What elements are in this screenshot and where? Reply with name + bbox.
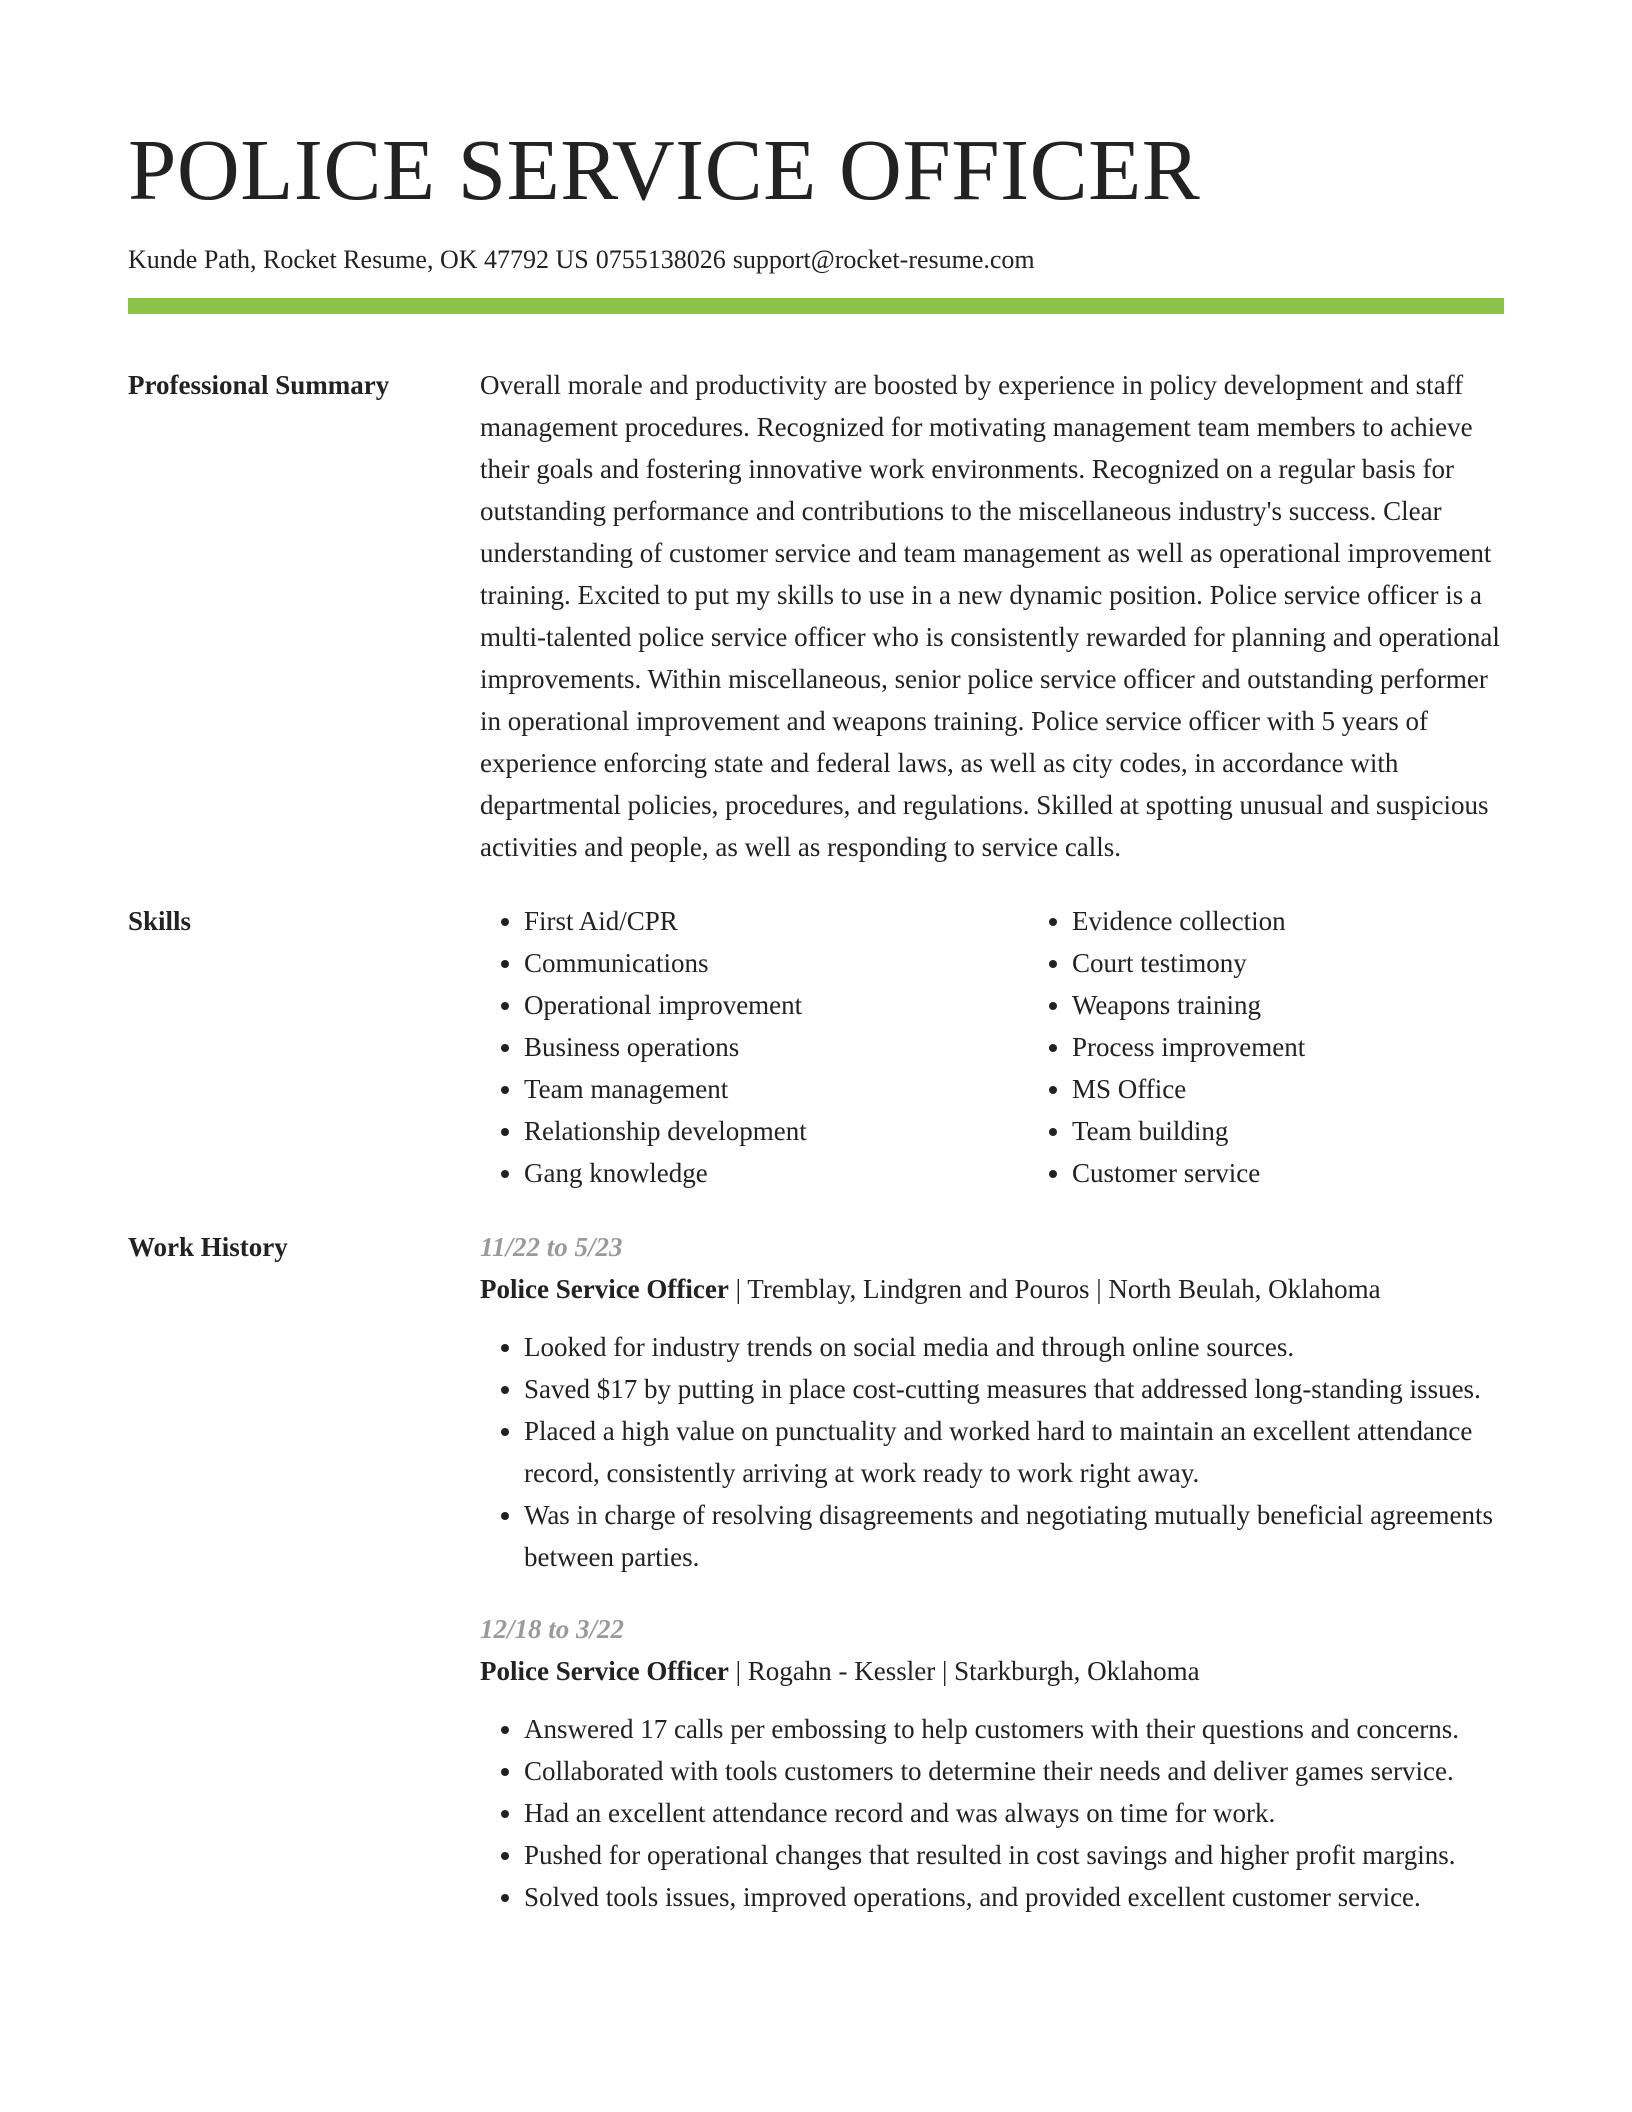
job-entry <box>480 1608 1504 1918</box>
work-history-section <box>128 1226 1504 1948</box>
work-history-heading: Work History <box>128 1232 288 1262</box>
job-title: Police Service Officer <box>480 1274 729 1304</box>
skill-item: • Relationship development <box>524 1110 1028 1152</box>
skill-item: • Operational improvement <box>524 984 1028 1026</box>
job-location: Starkburgh, Oklahoma <box>954 1656 1200 1686</box>
contact-phone: 0755138026 <box>595 245 726 274</box>
contact-email: support@rocket-resume.com <box>732 245 1035 274</box>
work-history-body <box>480 1226 1504 1948</box>
job-title: Police Service Officer <box>480 1656 729 1686</box>
skills-columns <box>480 900 1576 1194</box>
resume-page <box>128 0 1504 1948</box>
skill-item: • Process improvement <box>1072 1026 1576 1068</box>
skill-item: • Court testimony <box>1072 942 1576 984</box>
skill-item: • Team building <box>1072 1110 1576 1152</box>
contact-line <box>128 244 1504 276</box>
job-bullet: • Saved $17 by putting in place cost-cutting measures that addressed long-standing issues. <box>524 1368 1504 1410</box>
job-bullet: • Was in charge of resolving disagreements and negotiating mutually beneficial agreements between parties. <box>524 1494 1504 1578</box>
job-dates: 12/18 to 3/22 <box>480 1614 625 1644</box>
job-line: Police Service Officer | Tremblay, Lindgren and Pouros | North Beulah, Oklahoma <box>480 1274 1381 1304</box>
job-company: Rogahn - Kessler <box>747 1656 936 1686</box>
job-company: Tremblay, Lindgren and Pouros <box>747 1274 1090 1304</box>
job-bullet: • Collaborated with tools customers to determine their needs and deliver games service. <box>524 1750 1504 1792</box>
skill-item: • Communications <box>524 942 1028 984</box>
job-bullet: • Had an excellent attendance record and was always on time for work. <box>524 1792 1504 1834</box>
skill-item: • Weapons training <box>1072 984 1576 1026</box>
job-entry <box>480 1226 1504 1578</box>
job-line: Police Service Officer | Rogahn - Kessler | Starkburgh, Oklahoma <box>480 1656 1200 1686</box>
skills-section <box>128 900 1504 1194</box>
contact-address: Kunde Path, Rocket Resume, OK 47792 US <box>128 245 589 274</box>
resume-title: POLICE SERVICE OFFICER <box>128 121 1201 218</box>
skill-item: • MS Office <box>1072 1068 1576 1110</box>
job-bullet: • Solved tools issues, improved operations, and provided excellent customer service. <box>524 1876 1504 1918</box>
job-bullets <box>480 1708 1504 1918</box>
skill-item: • Gang knowledge <box>524 1152 1028 1194</box>
skills-list-right <box>1028 900 1576 1194</box>
job-dates: 11/22 to 5/23 <box>480 1232 623 1262</box>
header-divider <box>128 298 1504 314</box>
skill-item: • Customer service <box>1072 1152 1576 1194</box>
job-bullet: • Pushed for operational changes that resulted in cost savings and higher profit margins. <box>524 1834 1504 1876</box>
skill-item: • First Aid/CPR <box>524 900 1028 942</box>
skills-list-left <box>480 900 1028 1194</box>
job-bullets <box>480 1326 1504 1578</box>
summary-text: Overall morale and productivity are boosted by experience in policy development and staff management procedures. Recognized for motivating management team members to achieve their goals and fostering innovative work environments. Recognized on a regular basis for outstanding performance and contributions to the miscellaneous industry's success. Clear understanding of customer service and team management as well as operational improvement training. Excited to put my skills to use in a new dynamic position. Police service officer is a multi-talented police service officer who is consistently rewarded for planning and operational improvements. Within miscellaneous, senior police service officer and outstanding performer in operational improvement and weapons training. Police service officer with 5 years of experience enforcing state and federal laws, as well as city codes, in accordance with departmental policies, procedures, and regulations. Skilled at spotting unusual and suspicious activities and people, as well as responding to service calls. <box>480 370 1500 862</box>
job-bullet: • Placed a high value on punctuality and worked hard to maintain an excellent attendance record, consistently arriving at work ready to work right away. <box>524 1410 1504 1494</box>
job-bullet: • Answered 17 calls per embossing to help customers with their questions and concerns. <box>524 1708 1504 1750</box>
job-location: North Beulah, Oklahoma <box>1108 1274 1381 1304</box>
skill-item: • Business operations <box>524 1026 1028 1068</box>
summary-heading: Professional Summary <box>128 370 390 400</box>
summary-section <box>128 364 1504 868</box>
skill-item: • Evidence collection <box>1072 900 1576 942</box>
job-bullet: • Looked for industry trends on social media and through online sources. <box>524 1326 1504 1368</box>
skill-item: • Team management <box>524 1068 1028 1110</box>
skills-heading: Skills <box>128 906 192 936</box>
